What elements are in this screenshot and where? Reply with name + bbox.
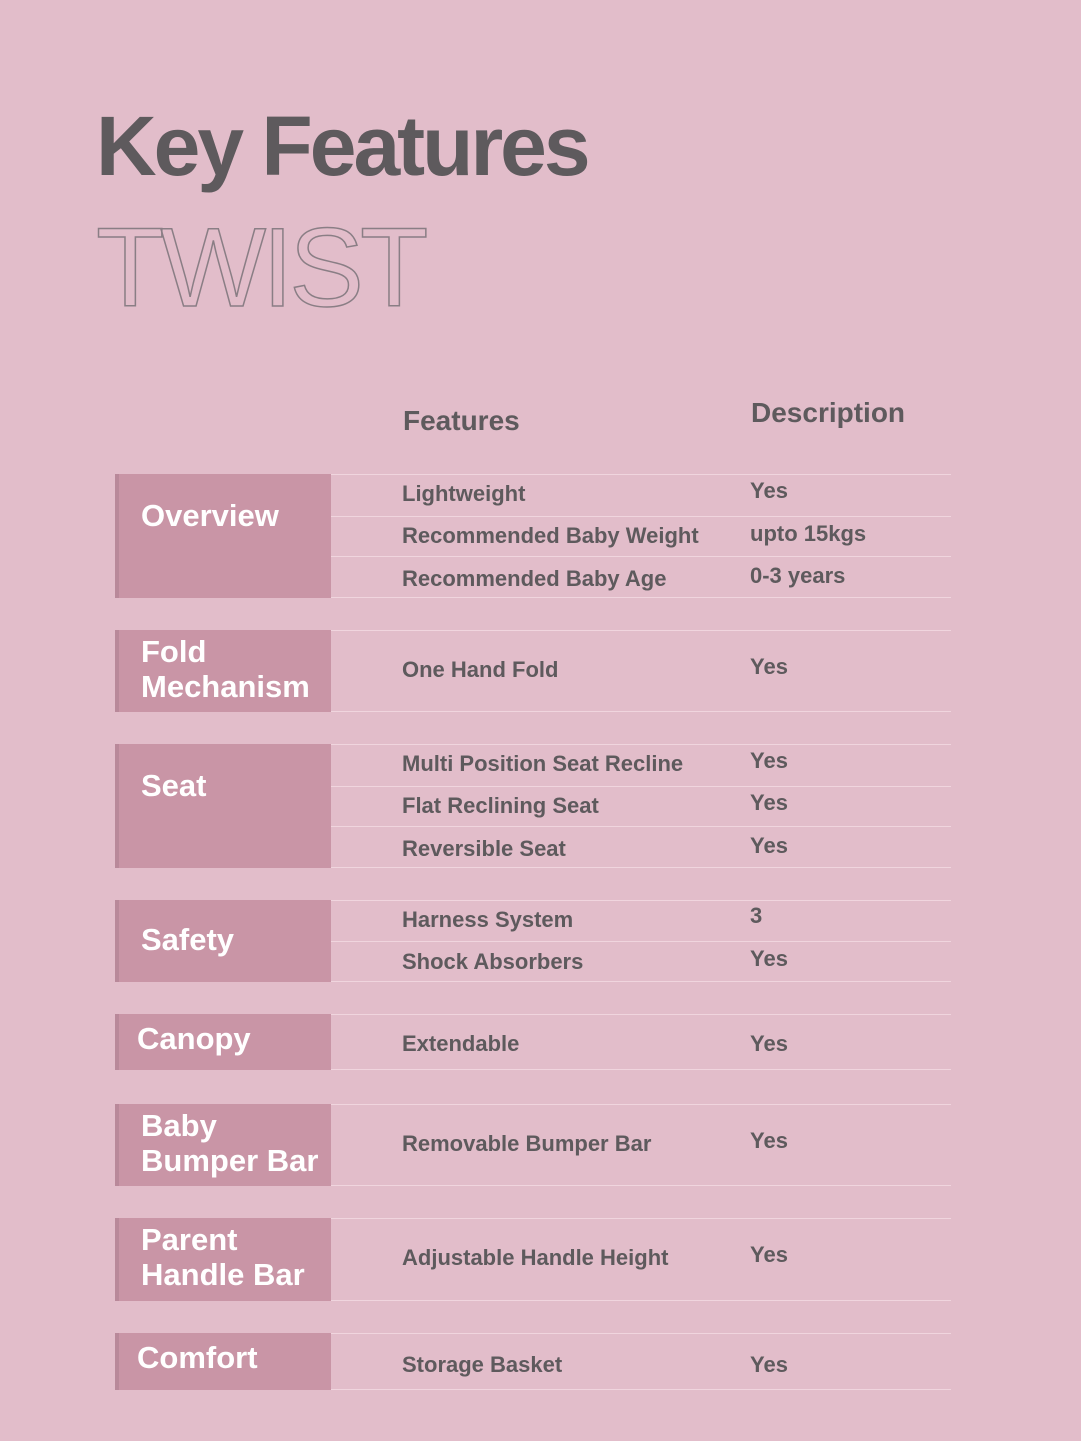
category-label: Comfort: [137, 1340, 258, 1375]
feature-group-overview: [115, 474, 951, 598]
feature-value: Yes: [750, 1031, 788, 1056]
feature-name: Removable Bumper Bar: [402, 1131, 652, 1156]
feature-rows: [331, 630, 951, 712]
feature-name: Adjustable Handle Height: [402, 1245, 669, 1270]
feature-value: 0-3 years: [750, 563, 846, 588]
category-block: [115, 1218, 331, 1301]
category-label: Canopy: [137, 1021, 251, 1056]
category-label: Overview: [141, 498, 279, 533]
category-block: [115, 1014, 331, 1070]
feature-group-comfort: [115, 1333, 951, 1390]
feature-rows: [331, 744, 951, 868]
feature-name: Shock Absorbers: [402, 949, 584, 974]
table-row: [331, 1334, 951, 1389]
feature-value: Yes: [750, 790, 788, 815]
table-row: [331, 475, 951, 517]
feature-name: Harness System: [402, 907, 574, 932]
table-row: [331, 631, 951, 711]
feature-value: 3: [750, 903, 763, 928]
feature-group-canopy: [115, 1014, 951, 1070]
feature-value: Yes: [750, 1242, 788, 1267]
feature-name: Lightweight: [402, 481, 526, 506]
category-block: [115, 1333, 331, 1390]
feature-group-baby-bumper-bar: [115, 1104, 951, 1186]
feature-rows: [331, 1104, 951, 1186]
category-block: [115, 630, 331, 712]
page-title: Key Features: [96, 99, 588, 193]
table-row: [331, 745, 951, 787]
category-label: Safety: [141, 922, 235, 957]
feature-group-parent-handle-bar: [115, 1218, 951, 1301]
feature-name: Flat Reclining Seat: [402, 793, 599, 818]
category-block: [115, 474, 331, 598]
description-column-header: Description: [751, 397, 906, 428]
feature-group-seat: [115, 744, 951, 868]
feature-rows: [331, 900, 951, 982]
category-label: Fold Mechanism: [141, 634, 310, 704]
table-row: [331, 517, 951, 557]
feature-name: Multi Position Seat Recline: [402, 751, 684, 776]
table-row: [331, 1015, 951, 1069]
feature-value: Yes: [750, 478, 788, 503]
feature-name: Reversible Seat: [402, 836, 566, 861]
feature-value: Yes: [750, 1128, 788, 1153]
feature-rows: [331, 474, 951, 598]
table-row: [331, 787, 951, 827]
features-column-header: Features: [403, 405, 520, 436]
table-row: [331, 901, 951, 942]
feature-rows: [331, 1333, 951, 1390]
feature-value: Yes: [750, 833, 788, 858]
feature-value: Yes: [750, 654, 788, 679]
feature-group-safety: [115, 900, 951, 982]
table-row: [331, 557, 951, 597]
table-row: [331, 827, 951, 867]
feature-value: Yes: [750, 748, 788, 773]
feature-rows: [331, 1014, 951, 1070]
product-name: TWIST: [96, 205, 425, 330]
feature-rows: [331, 1218, 951, 1301]
table-row: [331, 1219, 951, 1300]
category-label: Seat: [141, 768, 207, 803]
category-block: [115, 1104, 331, 1186]
feature-value: Yes: [750, 1352, 788, 1377]
table-row: [331, 942, 951, 982]
table-row: [331, 1105, 951, 1185]
feature-name: One Hand Fold: [402, 657, 559, 682]
category-block: [115, 900, 331, 982]
category-label: Baby Bumper Bar: [141, 1108, 319, 1178]
feature-value: Yes: [750, 946, 788, 971]
category-label: Parent Handle Bar: [141, 1222, 305, 1292]
category-block: [115, 744, 331, 868]
feature-group-fold-mechanism: [115, 630, 951, 712]
feature-name: Recommended Baby Weight: [402, 523, 699, 548]
feature-value: upto 15kgs: [750, 521, 867, 546]
feature-name: Storage Basket: [402, 1352, 563, 1377]
feature-name: Extendable: [402, 1031, 520, 1056]
feature-name: Recommended Baby Age: [402, 566, 667, 591]
